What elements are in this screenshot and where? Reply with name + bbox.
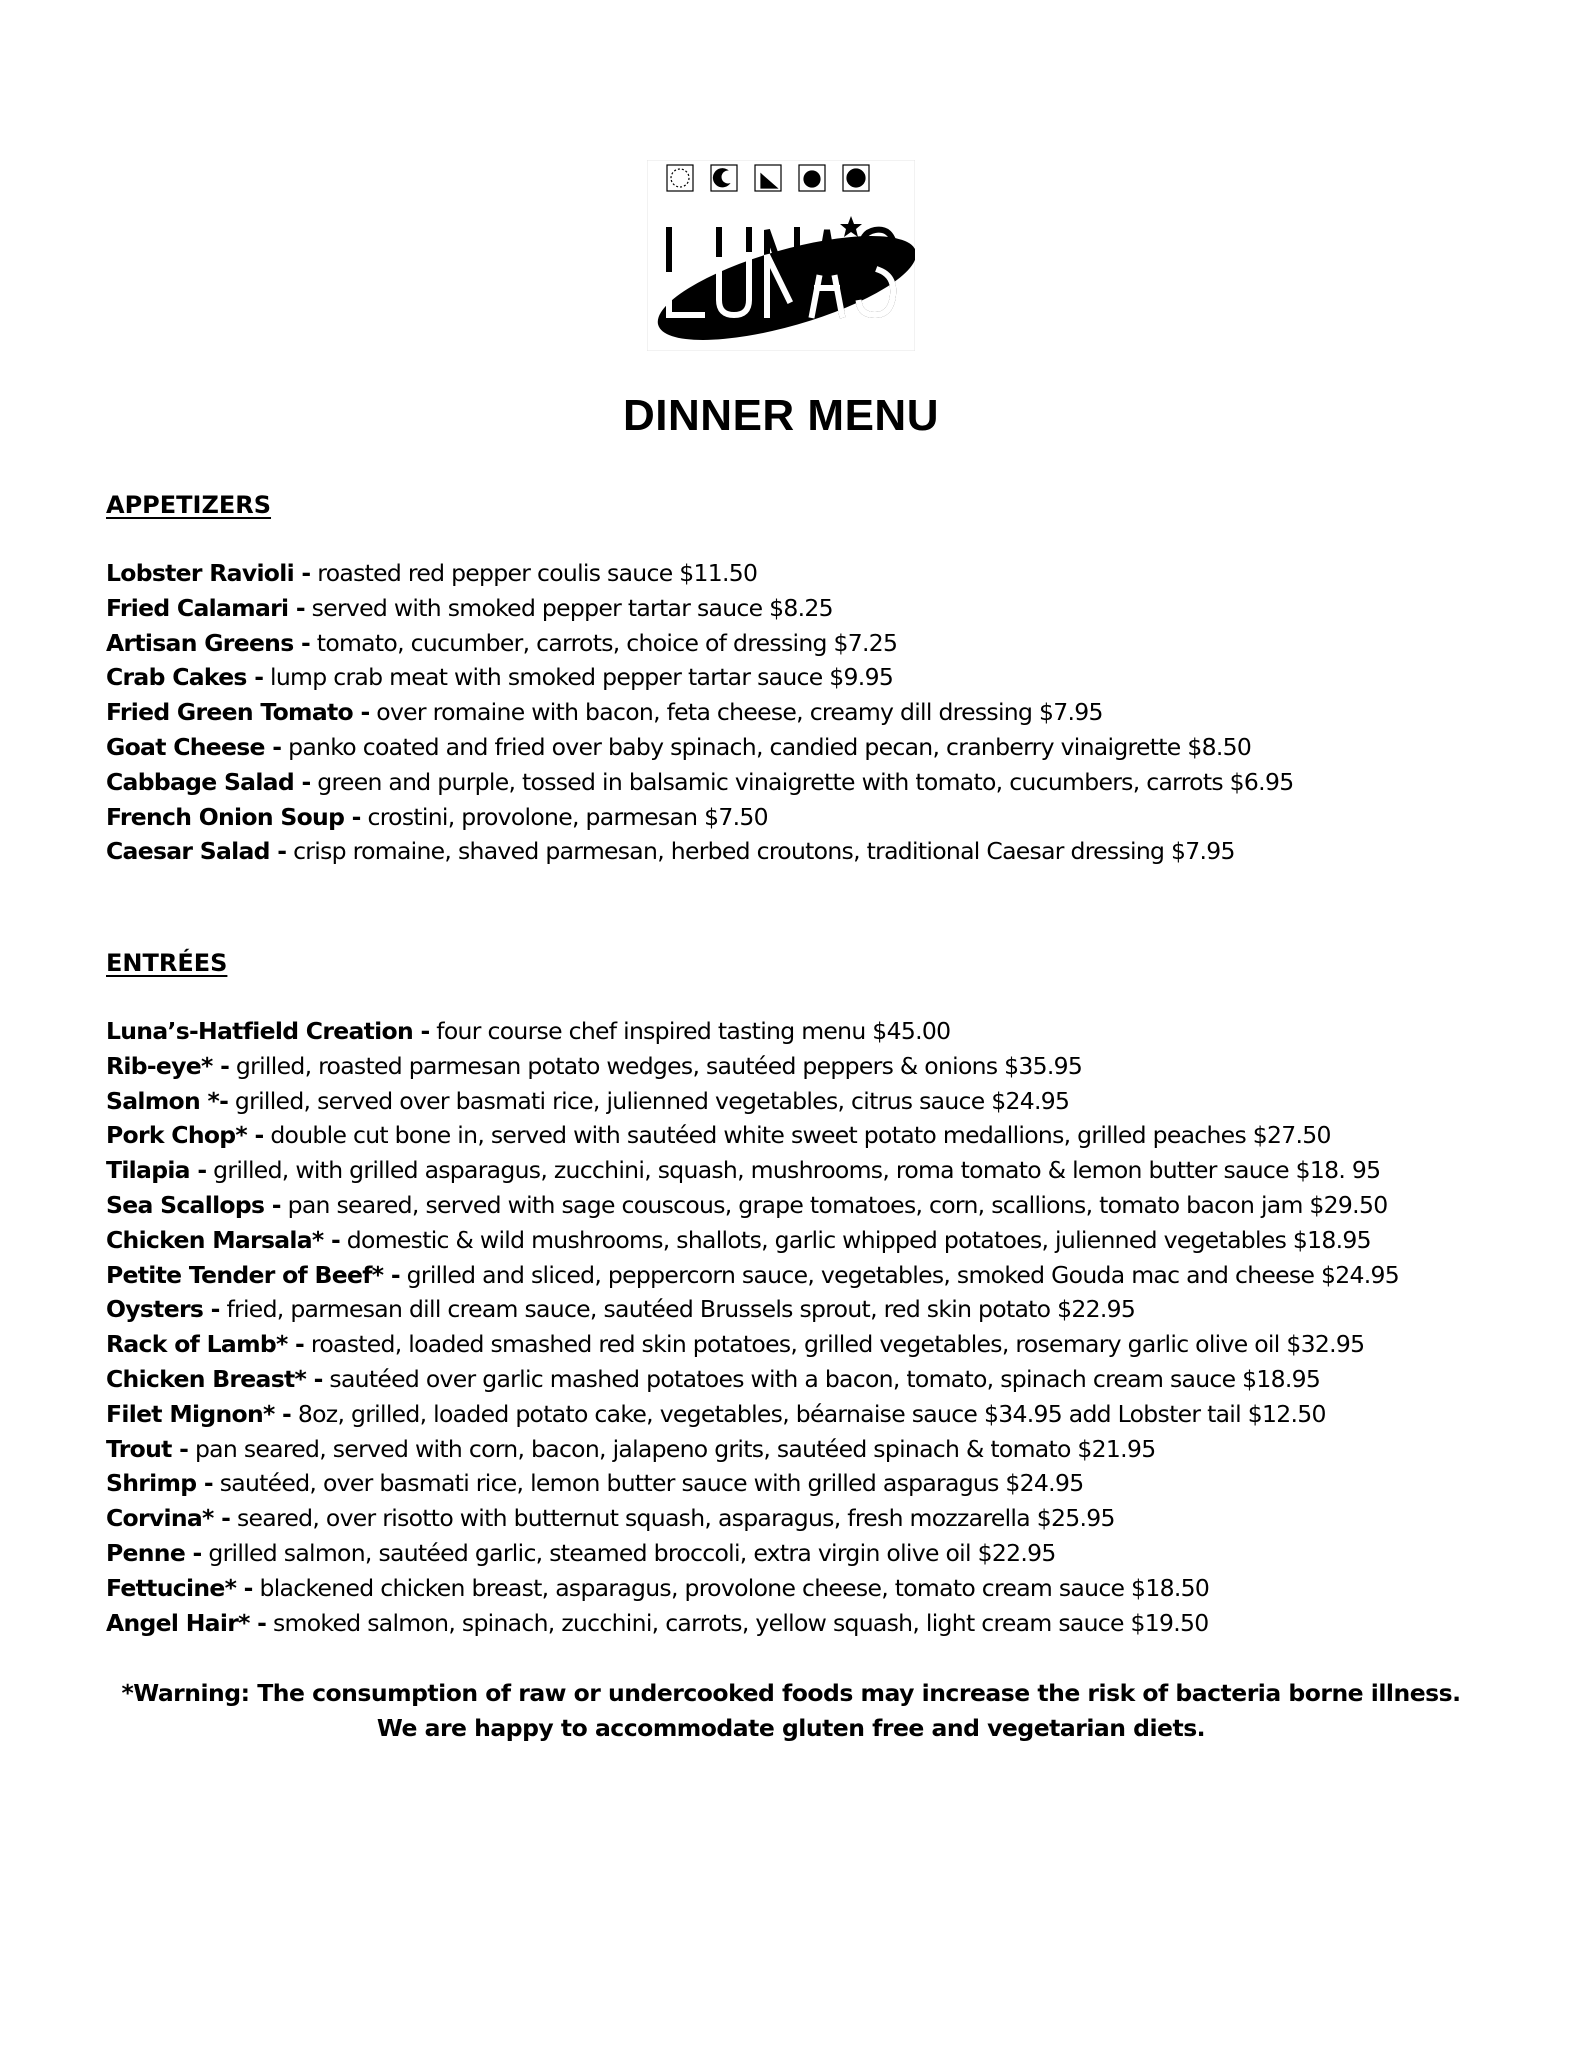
item-description: pan seared, served with sage couscous, grape tomatoes, corn, scallions, tomato bacon jam $29.50 bbox=[280, 1190, 1388, 1219]
item-description: pan seared, served with corn, bacon, jalapeno grits, sautéed spinach & tomato $21.95 bbox=[188, 1434, 1156, 1463]
menu-item bbox=[106, 1188, 1486, 1223]
item-name: Chicken Marsala* - bbox=[106, 1225, 341, 1254]
item-name: Crab Cakes - bbox=[106, 663, 264, 692]
menu-item bbox=[106, 1258, 1486, 1293]
menu-item bbox=[106, 695, 1486, 730]
item-description: grilled, served over basmati rice, julienned vegetables, citrus sauce $24.95 bbox=[228, 1086, 1070, 1115]
item-name: Pork Chop* - bbox=[106, 1121, 264, 1150]
item-description: panko coated and fried over baby spinach, candied pecan, cranberry vinaigrette $8.50 bbox=[281, 732, 1252, 761]
item-description: crostini, provolone, parmesan $7.50 bbox=[360, 802, 768, 831]
menu-item bbox=[106, 765, 1486, 800]
menu-item bbox=[106, 660, 1486, 695]
item-name: Trout - bbox=[106, 1434, 189, 1463]
item-name: Tilapia - bbox=[106, 1156, 207, 1185]
item-name: Caesar Salad - bbox=[106, 837, 287, 866]
item-description: seared, over risotto with butternut squash, asparagus, fresh mozzarella $25.95 bbox=[230, 1504, 1115, 1533]
item-description: sautéed over garlic mashed potatoes with a bacon, tomato, spinach cream sauce $18.95 bbox=[322, 1364, 1321, 1393]
menu-item bbox=[106, 626, 1486, 661]
diet-note: We are happy to accommodate gluten free and vegetarian diets. bbox=[376, 1713, 1206, 1742]
menu-item bbox=[106, 1223, 1486, 1258]
item-name: Corvina* - bbox=[106, 1504, 231, 1533]
item-description: grilled, roasted parmesan potato wedges, sautéed peppers & onions $35.95 bbox=[229, 1051, 1083, 1080]
item-name: Rib-eye* - bbox=[106, 1051, 230, 1080]
menu-item bbox=[106, 1014, 1486, 1049]
item-name: Filet Mignon* - bbox=[106, 1399, 292, 1428]
menu-item bbox=[106, 1084, 1486, 1119]
item-name: Petite Tender of Beef* - bbox=[106, 1260, 400, 1289]
item-description: smoked salmon, spinach, zucchini, carrots, yellow squash, light cream sauce $19.50 bbox=[266, 1608, 1209, 1637]
item-description: blackened chicken breast, asparagus, provolone cheese, tomato cream sauce $18.50 bbox=[252, 1573, 1210, 1602]
item-description: over romaine with bacon, feta cheese, creamy dill dressing $7.95 bbox=[369, 698, 1103, 727]
appetizers-list bbox=[106, 556, 1486, 869]
item-description: served with smoked pepper tartar sauce $8.25 bbox=[304, 593, 833, 622]
item-name: Fettucine* - bbox=[106, 1573, 253, 1602]
footer-notes bbox=[0, 1676, 1582, 1746]
item-name: Angel Hair* - bbox=[106, 1608, 267, 1637]
item-description: tomato, cucumber, carrots, choice of dressing $7.25 bbox=[310, 628, 898, 657]
item-description: four course chef inspired tasting menu $45.00 bbox=[429, 1017, 951, 1045]
item-name: Salmon *- bbox=[106, 1086, 229, 1115]
item-description: crisp romaine, shaved parmesan, herbed croutons, traditional Caesar dressing $7.95 bbox=[286, 837, 1235, 866]
item-description: lump crab meat with smoked pepper tartar sauce $9.95 bbox=[263, 663, 894, 692]
menu-item bbox=[106, 1501, 1486, 1536]
item-name: Rack of Lamb* - bbox=[106, 1330, 305, 1359]
item-description: fried, parmesan dill cream sauce, sautéed Brussels sprout, red skin potato $22.95 bbox=[219, 1295, 1136, 1324]
item-description: double cut bone in, served with sautéed white sweet potato medallions, grilled peaches $27.50 bbox=[263, 1121, 1331, 1150]
menu-item bbox=[106, 1153, 1486, 1188]
menu-item bbox=[106, 1432, 1486, 1467]
item-name: Sea Scallops - bbox=[106, 1190, 281, 1219]
raw-food-warning: *Warning: The consumption of raw or undercooked foods may increase the risk of bacteria borne illness. bbox=[121, 1679, 1461, 1707]
item-name: Cabbage Salad - bbox=[106, 767, 311, 796]
item-description: sautéed, over basmati rice, lemon butter sauce with grilled asparagus $24.95 bbox=[212, 1469, 1084, 1498]
item-name: Lobster Ravioli - bbox=[106, 559, 311, 587]
menu-item bbox=[106, 1466, 1486, 1501]
entrees-list bbox=[106, 1014, 1486, 1640]
item-description: roasted red pepper coulis sauce $11.50 bbox=[310, 559, 758, 587]
item-description: 8oz, grilled, loaded potato cake, vegetables, béarnaise sauce $34.95 add Lobster tail $12.50 bbox=[291, 1399, 1326, 1428]
menu-item bbox=[106, 556, 1486, 591]
menu-item bbox=[106, 1397, 1486, 1432]
menu-item bbox=[106, 1606, 1486, 1641]
menu-item bbox=[106, 1292, 1486, 1327]
lunas-logo bbox=[647, 160, 915, 351]
item-description: domestic & wild mushrooms, shallots, garlic whipped potatoes, julienned vegetables $18.95 bbox=[340, 1225, 1371, 1254]
item-name: Chicken Breast* - bbox=[106, 1364, 323, 1393]
menu-item bbox=[106, 1362, 1486, 1397]
item-name: Artisan Greens - bbox=[106, 628, 311, 657]
item-name: Oysters - bbox=[106, 1295, 220, 1324]
item-description: roasted, loaded smashed red skin potatoes, grilled vegetables, rosemary garlic olive oil $32.95 bbox=[304, 1330, 1365, 1359]
page-title: DINNER MENU bbox=[623, 391, 939, 440]
menu-item bbox=[106, 834, 1486, 869]
item-name: French Onion Soup - bbox=[106, 802, 361, 831]
item-name: Fried Calamari - bbox=[106, 593, 305, 622]
item-name: Goat Cheese - bbox=[106, 732, 282, 761]
entrees-heading: ENTRÉES bbox=[106, 949, 228, 977]
menu-item bbox=[106, 1327, 1486, 1362]
item-description: grilled, with grilled asparagus, zucchini, squash, mushrooms, roma tomato & lemon butter sauce $18. 95 bbox=[206, 1156, 1381, 1185]
item-name: Luna’s-Hatfield Creation - bbox=[106, 1017, 430, 1045]
item-description: grilled salmon, sautéed garlic, steamed broccoli, extra virgin olive oil $22.95 bbox=[201, 1538, 1056, 1567]
item-name: Shrimp - bbox=[106, 1469, 213, 1498]
menu-item bbox=[106, 1536, 1486, 1571]
item-name: Fried Green Tomato - bbox=[106, 698, 370, 727]
menu-item bbox=[106, 800, 1486, 835]
menu-item bbox=[106, 1118, 1486, 1153]
menu-item bbox=[106, 730, 1486, 765]
menu-item bbox=[106, 591, 1486, 626]
menu-item bbox=[106, 1049, 1486, 1084]
item-description: green and purple, tossed in balsamic vinaigrette with tomato, cucumbers, carrots $6.95 bbox=[310, 767, 1294, 796]
item-name: Penne - bbox=[106, 1538, 202, 1567]
item-description: grilled and sliced, peppercorn sauce, vegetables, smoked Gouda mac and cheese $24.95 bbox=[399, 1260, 1400, 1289]
appetizers-heading: APPETIZERS bbox=[106, 491, 272, 519]
menu-item bbox=[106, 1571, 1486, 1606]
